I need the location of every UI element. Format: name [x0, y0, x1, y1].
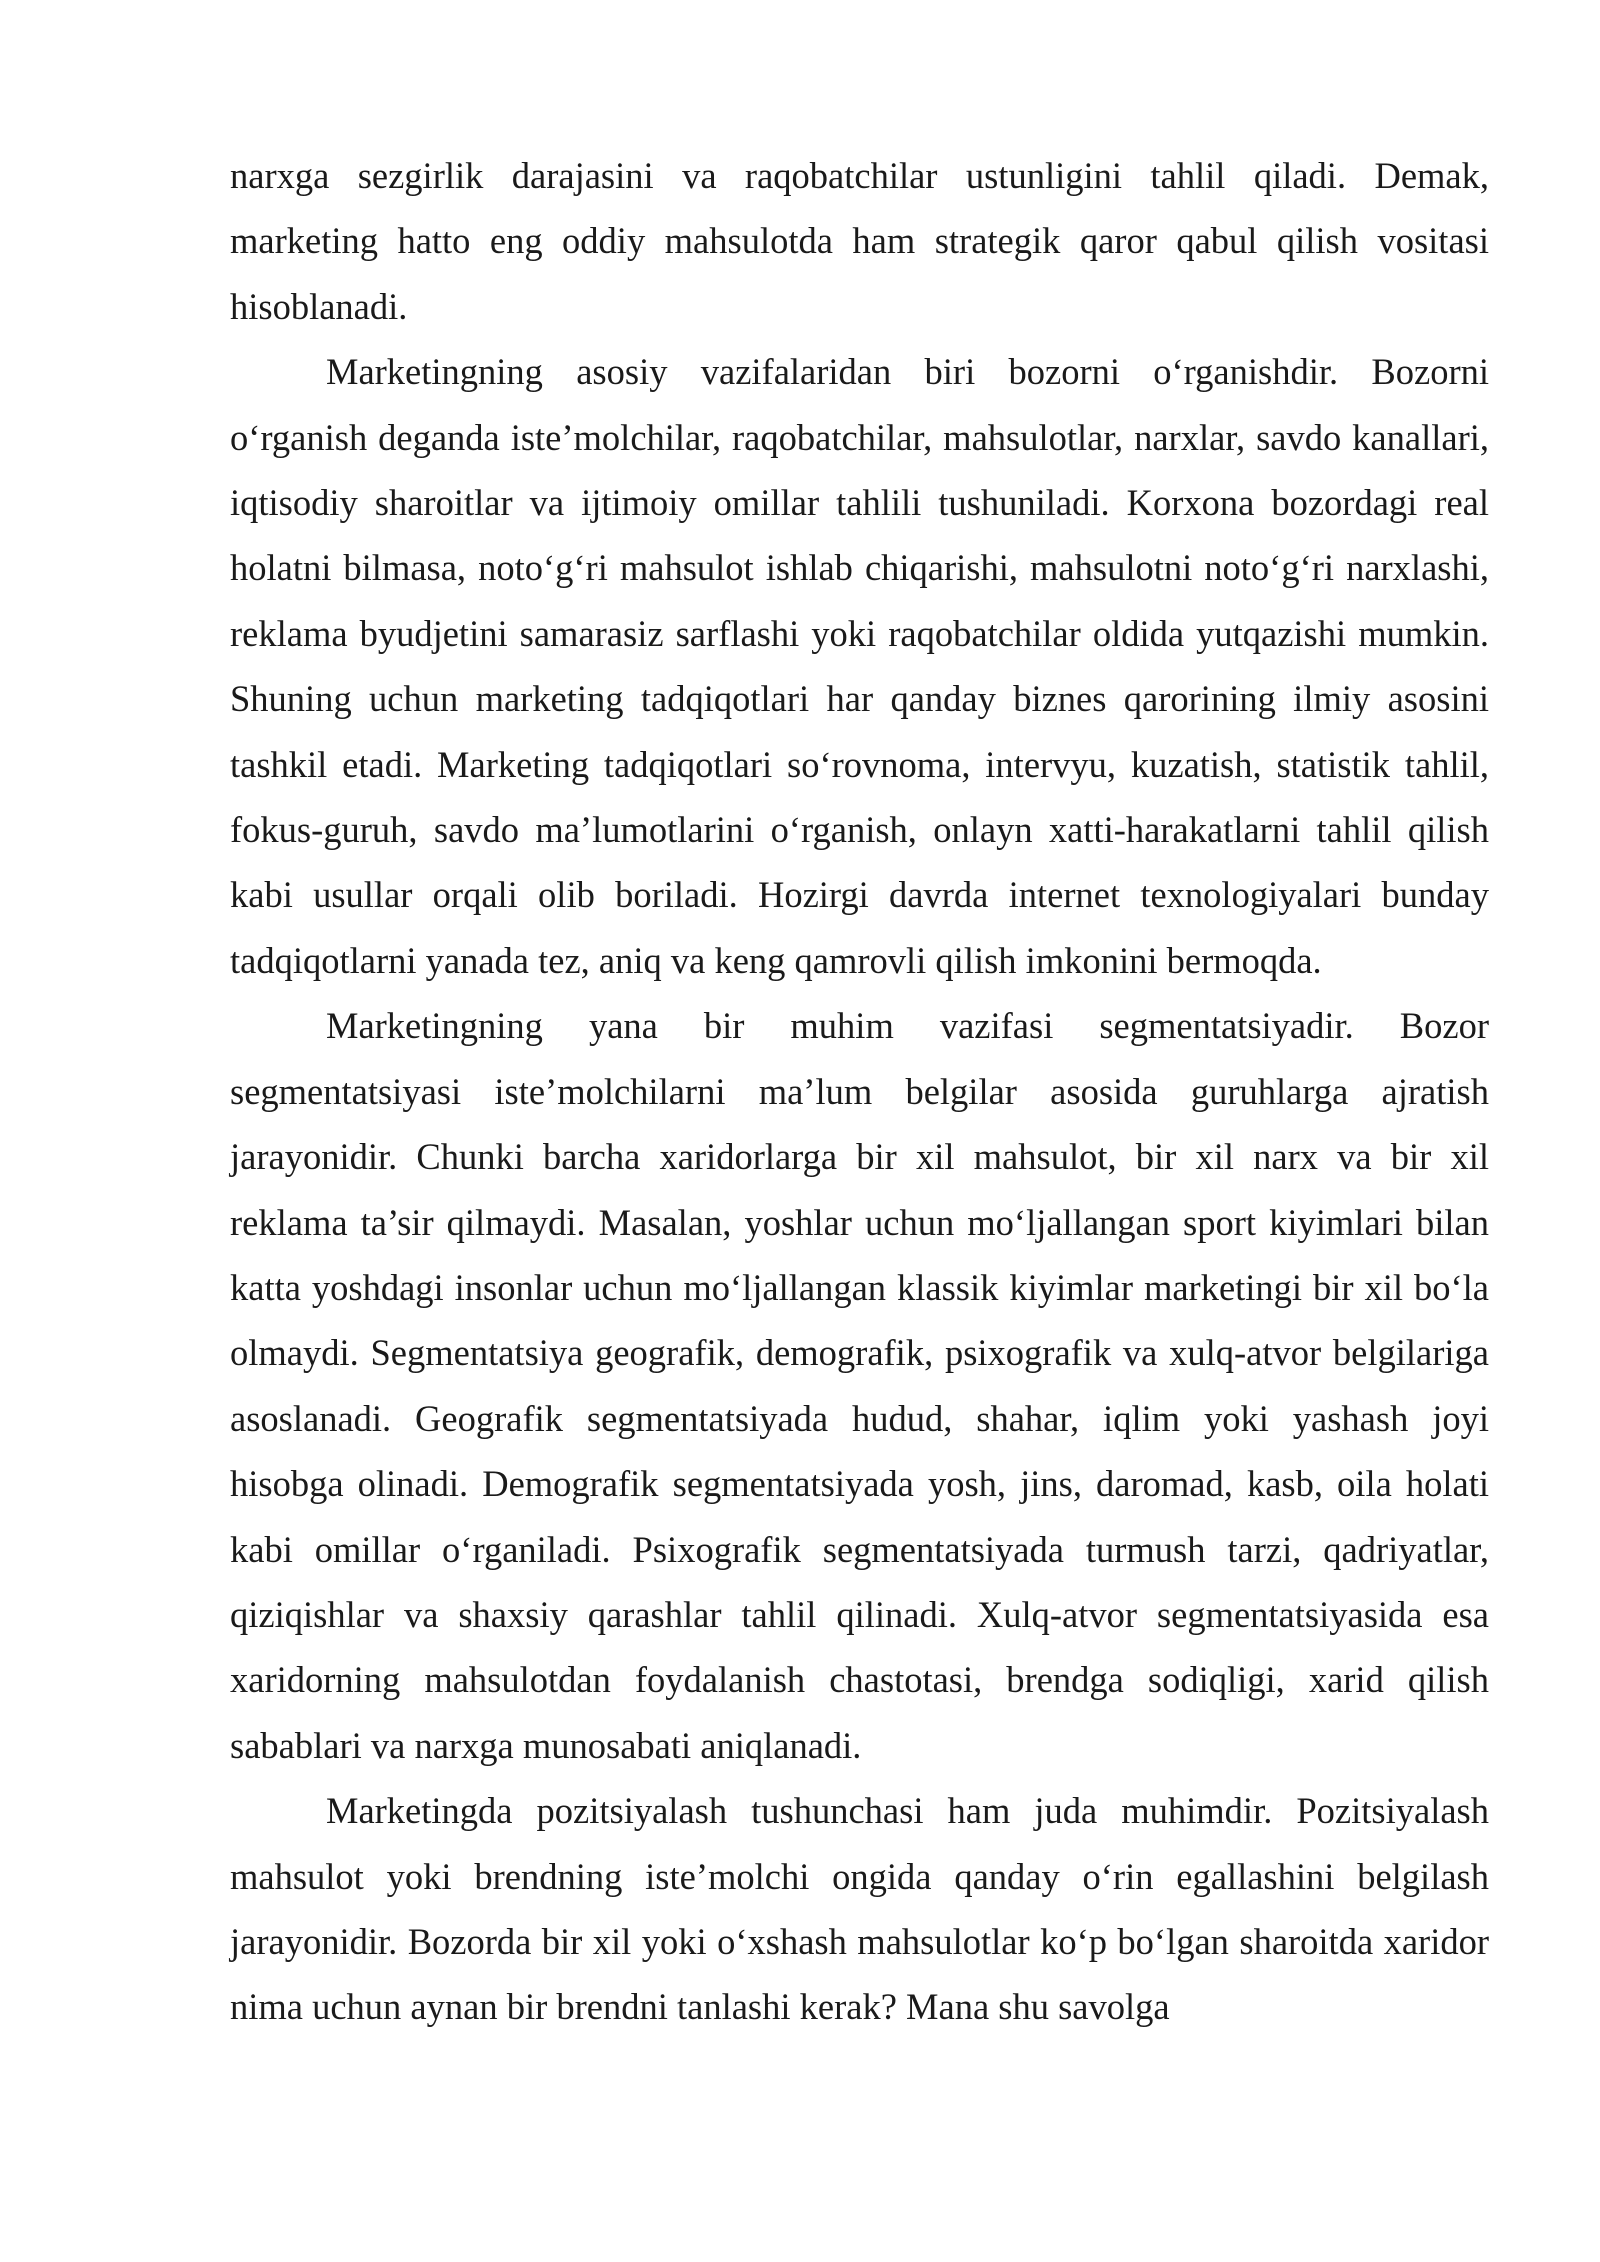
- document-body: [230, 143, 1489, 2040]
- paragraph-market-research: Marketingning asosiy vazifalaridan biri bozorni o‘rganishdir. Bozorni o‘rganish deganda iste’molchilar, raqobatchilar, mahsulotlar, narxlar, savdo kanallari, iqtisodiy sharoitlar va ijtimoiy omillar tahlili tushuniladi. Korxona bozordagi real holatni bilmasa, noto‘g‘ri mahsulot ishlab chiqarishi, mahsulotni noto‘g‘ri narxlashi, reklama byudjetini samarasiz sarflashi yoki raqobatchilar oldida yutqazishi mumkin. Shuning uchun marketing tadqiqotlari har qanday biznes qarorining ilmiy asosini tashkil etadi. Marketing tadqiqotlari so‘rovnoma, intervyu, kuzatish, statistik tahlil, fokus-guruh, savdo ma’lumotlarini o‘rganish, onlayn xatti-harakatlarni tahlil qilish kabi usullar orqali olib boriladi. Hozirgi davrda internet texnologiyalari bunday tadqiqotlarni yanada tez, aniq va keng qamrovli qilish imkonini bermoqda.: [230, 351, 1489, 981]
- paragraph-positioning: Marketingda pozitsiyalash tushunchasi ham juda muhimdir. Pozitsiyalash mahsulot yoki brendning iste’molchi ongida qanday o‘rin egallashini belgilash jarayonidir. Bozorda bir xil yoki o‘xshash mahsulotlar ko‘p bo‘lgan sharoitda xaridor nima uchun aynan bir brendni tanlashi kerak? Mana shu savolga: [230, 1790, 1489, 2028]
- paragraph-segmentation: Marketingning yana bir muhim vazifasi segmentatsiyadir. Bozor segmentatsiyasi iste’molchilarni ma’lum belgilar asosida guruhlarga ajratish jarayonidir. Chunki barcha xaridorlarga bir xil mahsulot, bir xil narx va bir xil reklama ta’sir qilmaydi. Masalan, yoshlar uchun mo‘ljallangan sport kiyimlari bilan katta yoshdagi insonlar uchun mo‘ljallangan klassik kiyimlar marketingi bir xil bo‘la olmaydi. Segmentatsiya geografik, demografik, psixografik va xulq-atvor belgilariga asoslanadi. Geografik segmentatsiyada hudud, shahar, iqlim yoki yashash joyi hisobga olinadi. Demografik segmentatsiyada yosh, jins, daromad, kasb, oila holati kabi omillar o‘rganiladi. Psixografik segmentatsiyada turmush tarzi, qadriyatlar, qiziqishlar va shaxsiy qarashlar tahlil qilinadi. Xulq-atvor segmentatsiyasida esa xaridorning mahsulotdan foydalanish chastotasi, brendga sodiqligi, xarid qilish sabablari va narxga munosabati aniqlanadi.: [230, 1005, 1489, 1766]
- paragraph-continuation: narxga sezgirlik darajasini va raqobatchilar ustunligini tahlil qiladi. Demak, marketing hatto eng oddiy mahsulotda ham strategik qaror qabul qilish vositasi hisoblanadi.: [230, 155, 1489, 327]
